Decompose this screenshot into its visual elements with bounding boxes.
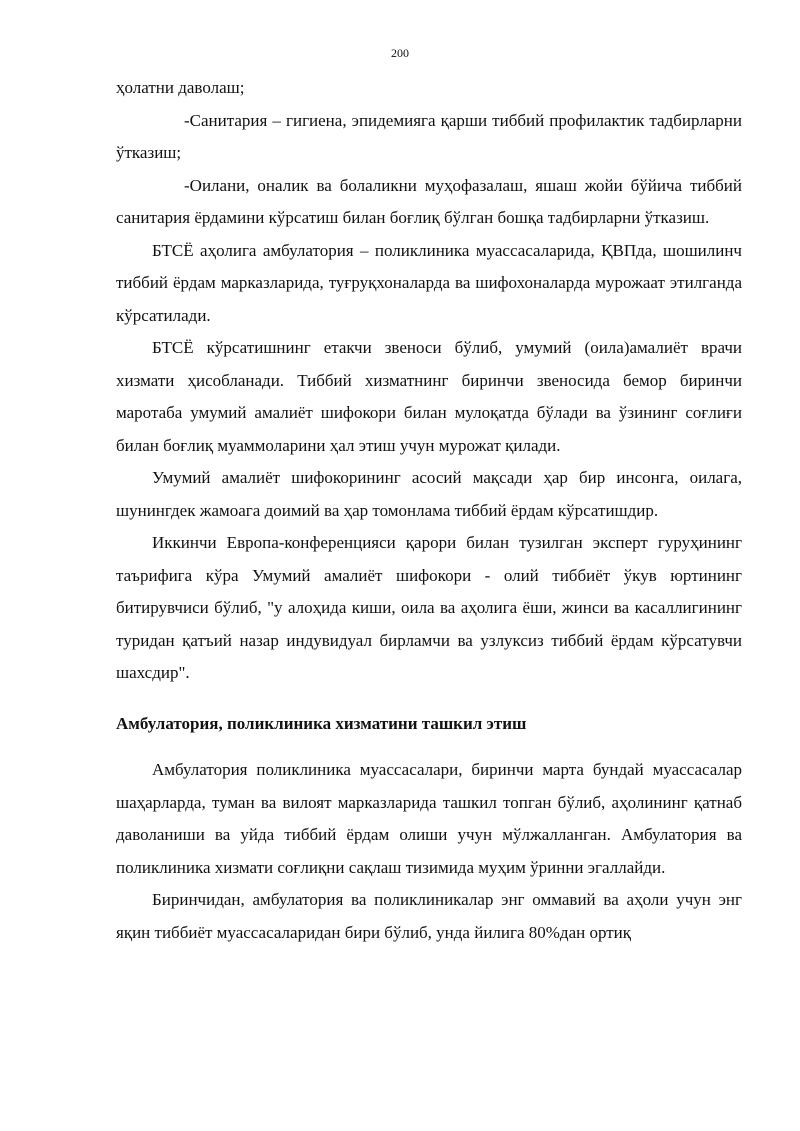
paragraph-gp-definition: Иккинчи Европа-конференцияси қарори билан тузилган эксперт гуруҳининг таърифига кўра Умумий амалиёт шифокори - олий тиббиёт ўкув юртининг битирувчиси бўлиб, "у алоҳида киши, оила ва аҳолига ёши, жинси ва касаллигининг туридан қатъий назар индувидуал бирламчи ва узлуксиз тиббий ёрдам кўрсатувчи шахсдир". [116, 533, 742, 682]
paragraph-gp-service: БТСЁ кўрсатишнинг етакчи звеноси бўлиб, умумий (оила)амалиёт врачи хизмати ҳисобланади. Тиббий хизматнинг биринчи звеносида бемор биринчи маротаба умумий амалиёт шифокори билан мулоқатда бўлади ва ўзининг соғлиғи билан боғлиқ муаммоларини ҳал этиш учун мурожат қилади. [116, 338, 742, 455]
document-body [116, 72, 742, 949]
list-item-family-protection: -Оилани, оналик ва болаликни муҳофазалаш, яшаш жойи бўйича тиббий санитария ёрдамини кўрсатиш билан боғлиқ бўлган бошқа тадбирларни ўтказиш. [116, 175, 742, 227]
paragraph-gp-goal: Умумий амалиёт шифокорининг асосий мақсади ҳар бир инсонга, оилага, шунингдек жамоага доимий ва ҳар томонлама тиббий ёрдам кўрсатишдир. [116, 468, 742, 520]
paragraph-outpatient-intro: Амбулатория поликлиника муассасалари, биринчи марта бундай муассасалар шаҳарларда, туман ва вилоят марказларида ташкил топган бўлиб, аҳолининг қатнаб даволаниши ва уйда тиббий ёрдам олиши учун мўлжалланган. Амбулатория ва поликлиника хизмати соғлиқни сақлаш тизимида муҳим ўринни эгаллайди. [116, 760, 742, 877]
paragraph-outpatient-first: Биринчидан, амбулатория ва поликлиникалар энг оммавий ва аҳоли учун энг яқин тиббиёт муассасаларидан бири бўлиб, унда йилига 80%дан ортиқ [116, 890, 742, 942]
page-number: 200 [391, 46, 409, 60]
paragraph-btsyo-locations: БТСЁ аҳолига амбулатория – поликлиника муассасаларида, ҚВПда, шошилинч тиббий ёрдам марказларида, туғруқхоналарда ва шифохоналарда мурожаат этилганда кўрсатилади. [116, 240, 742, 325]
section-heading: Амбулатория, поликлиника хизматини ташкил этиш [116, 713, 527, 733]
paragraph-continuation: ҳолатни даволаш; [116, 78, 245, 97]
list-item-sanitation: -Санитария – гигиена, эпидемияга қарши тиббий профилактик тадбирларни ўтказиш; [116, 110, 742, 162]
